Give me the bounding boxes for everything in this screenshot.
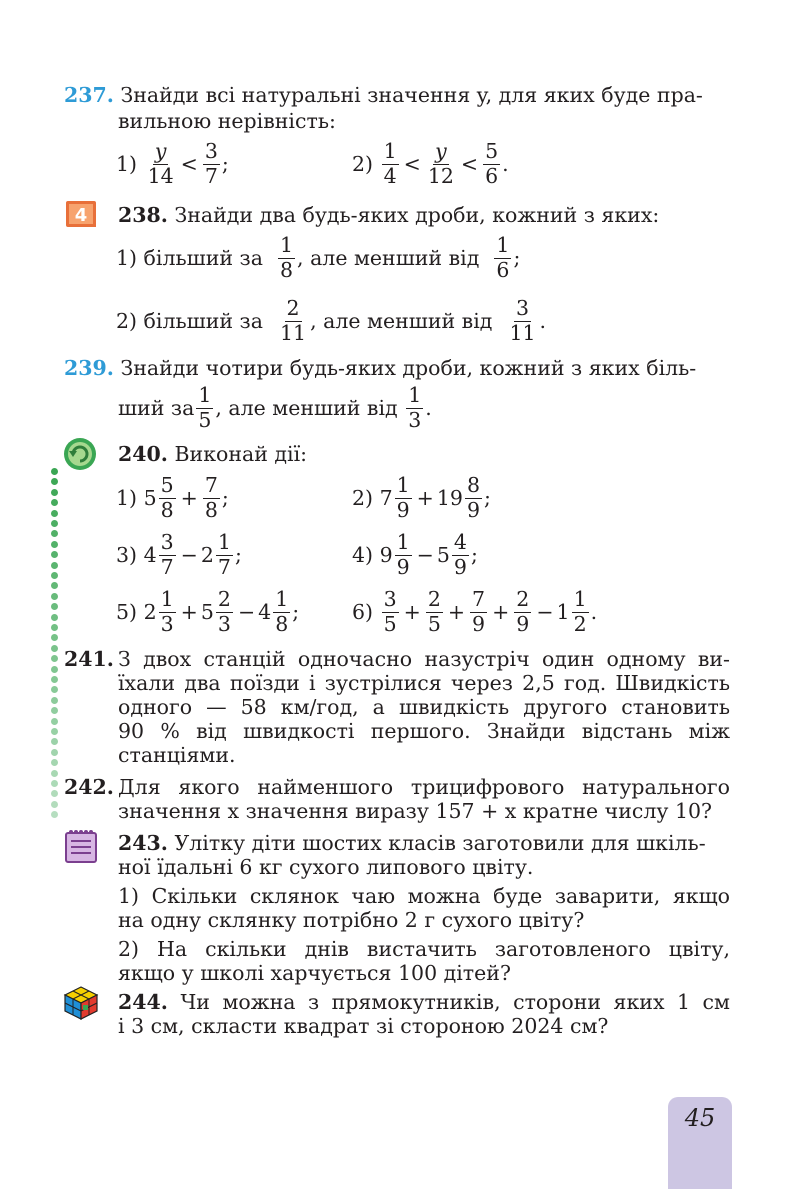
margin-dot xyxy=(51,562,58,569)
fraction: $\frac{1}{9}$ xyxy=(396,529,410,579)
margin-dot xyxy=(51,801,58,808)
task-237-number: 237. xyxy=(64,83,114,107)
task-240-part2: 2) 7 $\frac{1}{9}$ + 19 $\frac{8}{9}$ ; xyxy=(352,472,491,522)
fraction: $\frac{1}{7}$ xyxy=(217,529,231,579)
task-241-line2: їхали два поїзди і зустрілися через 2,5 год. Швидкість xyxy=(118,671,730,695)
margin-dot xyxy=(51,603,58,610)
fraction: $\frac{2}{9}$ xyxy=(516,586,530,636)
margin-dot xyxy=(51,572,58,579)
margin-dot xyxy=(51,510,58,517)
task-237-line2: вильною нерівність: xyxy=(118,109,336,133)
fraction: $\frac{1}{6}$ xyxy=(496,232,510,282)
task-240-number: 240. xyxy=(118,442,168,466)
task-243-line3: 1) Скільки склянок чаю можна буде заварити, якщо xyxy=(118,884,730,908)
margin-dot xyxy=(51,790,58,797)
fraction: $\frac{3}{7}$ xyxy=(204,138,218,188)
margin-dot xyxy=(51,676,58,683)
margin-dot xyxy=(51,811,58,818)
fraction: $\frac{4}{9}$ xyxy=(453,529,467,579)
fraction: $\frac{3}{5}$ xyxy=(383,586,397,636)
fraction: $\frac{3}{11}$ xyxy=(509,295,536,345)
svg-text:4: 4 xyxy=(74,205,88,226)
task-244-number: 244. xyxy=(118,990,168,1014)
fraction: $\frac{1}{8}$ xyxy=(275,586,289,636)
task-241-line1: З двох станцій одночасно назустріч один одному ви- xyxy=(118,647,730,671)
task-244-line2: і 3 см, скласти квадрат зі стороною 2024 см? xyxy=(118,1014,609,1038)
task-237-part1: 1) $\frac{y}{14}$ < $\frac{3}{7}$ ; xyxy=(116,138,229,188)
fraction: $\frac{1}{5}$ xyxy=(198,382,212,432)
task-242-line1: Для якого найменшого трицифрового натурального xyxy=(118,775,730,799)
fraction: $\frac{y}{14}$ xyxy=(147,138,174,188)
task-239-line2: ший за $\frac{1}{5}$ , але менший від $\frac{1}{3}$ . xyxy=(118,382,432,432)
fraction: $\frac{y}{12}$ xyxy=(427,138,454,188)
margin-dot xyxy=(51,614,58,621)
task-238-number: 238. xyxy=(118,203,168,227)
task-237-part2: 2) $\frac{1}{4}$ < $\frac{y}{12}$ < $\frac{5}{6}$ . xyxy=(352,138,509,188)
task-241-line3: одного — 58 км/год, а швидкість другого становить xyxy=(118,695,730,719)
task-243-line6: якщо у школі харчується 100 дітей? xyxy=(118,961,511,985)
margin-dot xyxy=(51,624,58,631)
repeat-arrow-icon xyxy=(63,437,97,471)
margin-dot xyxy=(51,634,58,641)
task-239-line1: 239. Знайди чотири будь-яких дроби, кожний з яких біль- xyxy=(64,356,697,380)
task-238-part2: 2) більший за $\frac{2}{11}$ , але менший від $\frac{3}{11}$ . xyxy=(116,295,547,345)
margin-dot xyxy=(51,520,58,527)
margin-dot xyxy=(51,582,58,589)
margin-dot xyxy=(51,759,58,766)
task-237-line1 xyxy=(64,83,732,107)
fraction: $\frac{7}{8}$ xyxy=(204,472,218,522)
margin-dot xyxy=(51,551,58,558)
task-243-line4: на одну склянку потрібно 2 г сухого цвіту? xyxy=(118,908,585,932)
margin-dot xyxy=(51,478,58,485)
level-4-icon xyxy=(64,199,98,229)
margin-dot xyxy=(51,728,58,735)
margin-dot xyxy=(51,780,58,787)
task-239-number: 239. xyxy=(64,356,114,380)
fraction: $\frac{1}{8}$ xyxy=(280,232,294,282)
fraction: $\frac{1}{3}$ xyxy=(408,382,422,432)
task-240-part3: 3) 4 $\frac{3}{7}$ − 2 $\frac{1}{7}$ ; xyxy=(116,529,242,579)
rubik-cube-icon xyxy=(63,985,99,1021)
margin-dot xyxy=(51,541,58,548)
page-number: 45 xyxy=(684,1104,716,1132)
fraction: $\frac{5}{8}$ xyxy=(160,472,174,522)
fraction: $\frac{8}{9}$ xyxy=(466,472,480,522)
margin-dot xyxy=(51,530,58,537)
task-243-line5: 2) На скільки днів вистачить заготовленого цвіту, xyxy=(118,937,730,961)
fraction: $\frac{2}{3}$ xyxy=(217,586,231,636)
margin-dot xyxy=(51,655,58,662)
fraction: $\frac{2}{11}$ xyxy=(280,295,307,345)
task-240-line1: 240. Виконай дії: xyxy=(118,442,308,466)
fraction: $\frac{1}{3}$ xyxy=(160,586,174,636)
margin-dot xyxy=(51,707,58,714)
notebook-icon xyxy=(64,828,98,864)
fraction: $\frac{2}{5}$ xyxy=(427,586,441,636)
fraction: $\frac{7}{9}$ xyxy=(472,586,486,636)
task-243-line2: ної їдальні 6 кг сухого липового цвіту. xyxy=(118,855,534,879)
task-237-text: Знайди всі натуральні значення y, для яких буде пра- xyxy=(120,83,703,107)
margin-dot xyxy=(51,645,58,652)
task-240-part5: 5) 2 $\frac{1}{3}$ + 5 $\frac{2}{3}$ − 4 $\frac{1}{8}$ ; xyxy=(116,586,300,636)
fraction: $\frac{1}{9}$ xyxy=(396,472,410,522)
margin-dot xyxy=(51,697,58,704)
task-242-line2: значення x значення виразу 157 + x кратне числу 10? xyxy=(118,799,713,823)
margin-dot xyxy=(51,738,58,745)
margin-dot xyxy=(51,686,58,693)
task-242-number: 242. xyxy=(64,775,114,799)
margin-dot xyxy=(51,666,58,673)
task-241-line4: 90 % від швидкості першого. Знайди відстань між xyxy=(118,719,730,743)
task-238-part1: 1) більший за $\frac{1}{8}$ , але менший від $\frac{1}{6}$ ; xyxy=(116,232,521,282)
margin-dot xyxy=(51,499,58,506)
task-240-part6: 6) $\frac{3}{5}$ + $\frac{2}{5}$ + $\frac{7}{9}$ + $\frac{2}{9}$ − 1 $\frac{1}{2}$ . xyxy=(352,586,598,636)
fraction: $\frac{3}{7}$ xyxy=(160,529,174,579)
task-238-line1: 238. Знайди два будь-яких дроби, кожний з яких: xyxy=(118,203,660,227)
margin-dot xyxy=(51,593,58,600)
fraction: $\frac{5}{6}$ xyxy=(485,138,499,188)
fraction: $\frac{1}{2}$ xyxy=(573,586,587,636)
task-241-number: 241. xyxy=(64,647,114,671)
task-244-line1: 244. Чи можна з прямокутників, сторони яких 1 см xyxy=(118,990,730,1014)
margin-dot xyxy=(51,489,58,496)
margin-dot xyxy=(51,718,58,725)
task-240-part4: 4) 9 $\frac{1}{9}$ − 5 $\frac{4}{9}$ ; xyxy=(352,529,478,579)
task-243-line1: 243. Улітку діти шостих класів заготовили для шкіль- xyxy=(118,831,706,855)
margin-dot xyxy=(51,770,58,777)
task-243-number: 243. xyxy=(118,831,168,855)
margin-dot xyxy=(51,749,58,756)
fraction: $\frac{1}{4}$ xyxy=(383,138,397,188)
margin-dot xyxy=(51,468,58,475)
task-240-part1: 1) 5 $\frac{5}{8}$ + $\frac{7}{8}$ ; xyxy=(116,472,229,522)
task-241-line5: станціями. xyxy=(118,743,236,767)
